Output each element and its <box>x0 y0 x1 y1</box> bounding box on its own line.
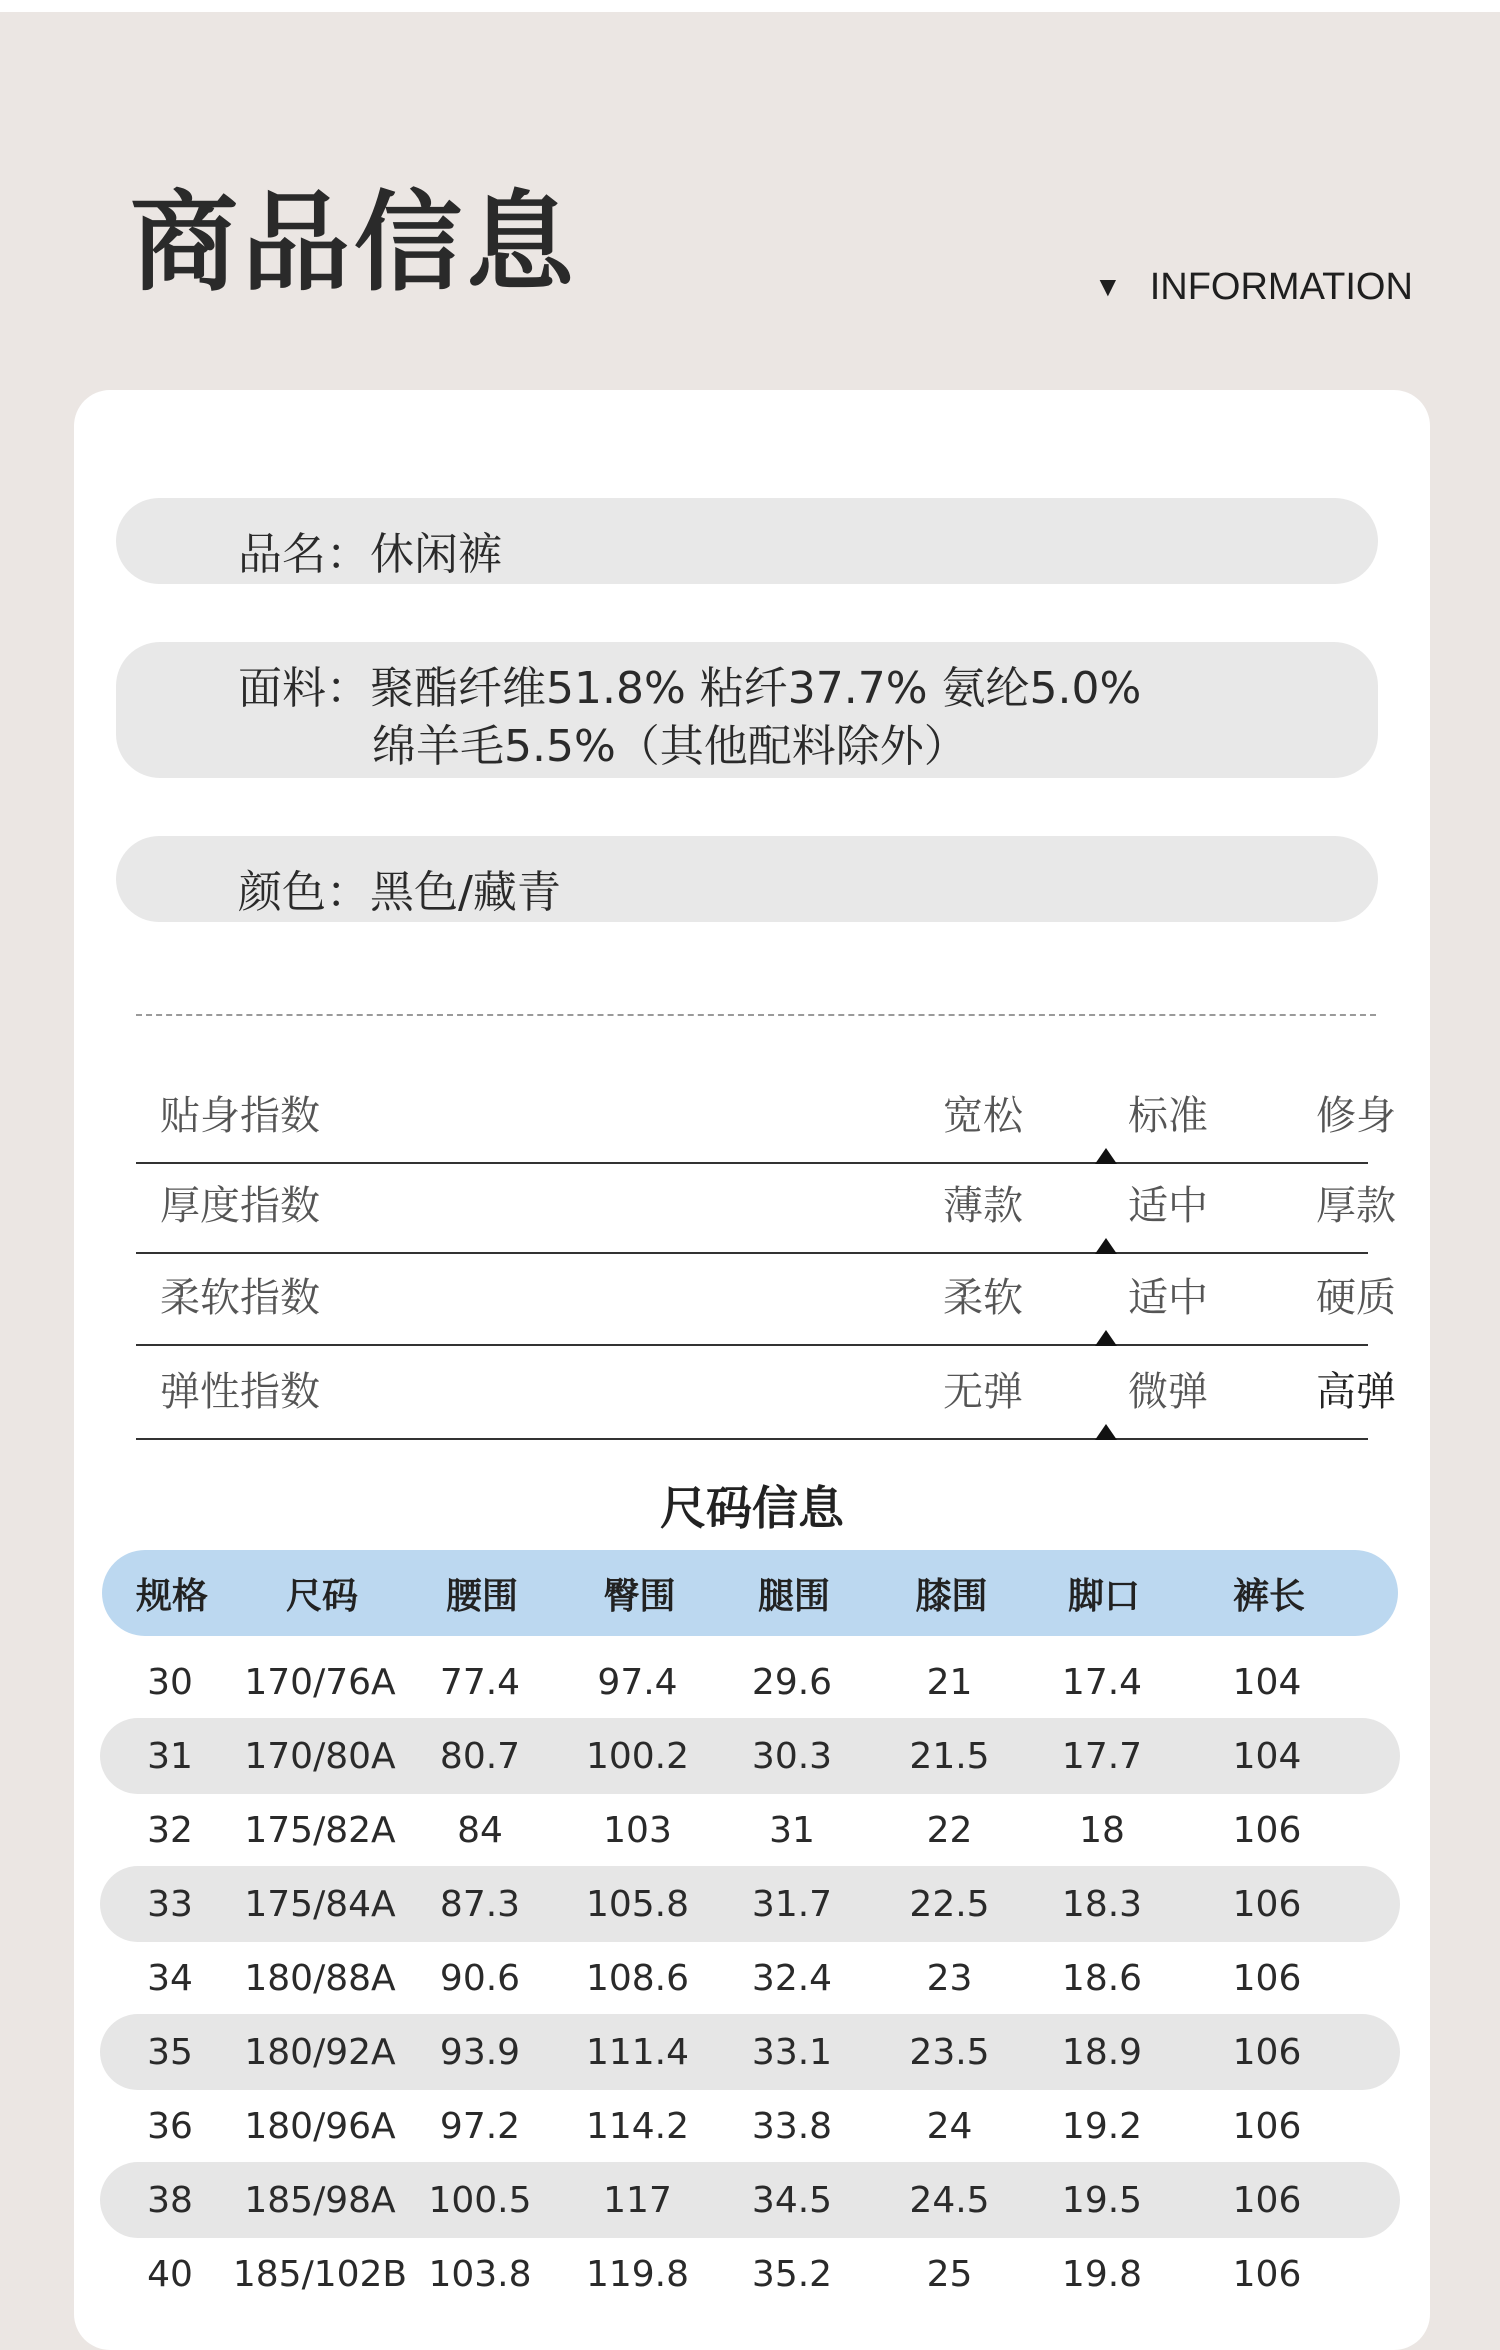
table-cell: 22 <box>926 1809 973 1851</box>
table-cell: 24 <box>926 2105 973 2147</box>
table-cell: 18 <box>1079 1809 1125 1851</box>
index-option: 适中 <box>1128 1183 1208 1229</box>
table-cell: 106 <box>1232 2253 1302 2295</box>
column-header: 腰围 <box>445 1575 518 1617</box>
table-cell: 170/80A <box>244 1735 396 1777</box>
table-row <box>100 1718 1400 1794</box>
table-cell: 180/96A <box>244 2105 396 2147</box>
table-cell: 18.3 <box>1061 1883 1143 1925</box>
table-cell: 34.5 <box>751 2179 833 2221</box>
table-row <box>100 2014 1400 2090</box>
product-name-pill <box>116 498 1378 584</box>
table-cell: 19.5 <box>1061 2179 1143 2221</box>
table-cell: 36 <box>147 2105 193 2147</box>
table-cell: 24.5 <box>909 2179 990 2221</box>
product-fabric-pill <box>116 642 1378 778</box>
index-label: 弹性指数 <box>160 1369 320 1415</box>
product-color-pill <box>116 836 1378 922</box>
table-cell: 97.4 <box>597 1661 678 1703</box>
table-cell: 80.7 <box>439 1735 521 1777</box>
table-cell: 104 <box>1232 1735 1302 1777</box>
fabric-line-2: 绵羊毛5.5%（其他配料除外） <box>372 721 968 772</box>
product-info-card <box>74 390 1430 2350</box>
index-label: 贴身指数 <box>160 1093 320 1139</box>
table-cell: 106 <box>1232 2105 1302 2147</box>
index-row <box>136 1070 1396 1164</box>
page-title: 商品信息 <box>130 181 579 306</box>
table-cell: 117 <box>603 2179 672 2221</box>
table-cell: 84 <box>457 1809 503 1851</box>
table-cell: 18.9 <box>1061 2031 1143 2073</box>
table-cell: 21.5 <box>909 1735 990 1777</box>
column-header: 尺码 <box>285 1575 358 1617</box>
table-cell: 23 <box>926 1957 973 1999</box>
table-cell: 35.2 <box>751 2253 833 2295</box>
product-name-label: 品名： <box>238 529 370 580</box>
table-row <box>100 1940 1400 2016</box>
table-cell: 30 <box>147 1661 193 1703</box>
index-row <box>136 1252 1396 1346</box>
table-cell: 100.2 <box>585 1735 690 1777</box>
table-cell: 17.7 <box>1061 1735 1143 1777</box>
index-option: 硬质 <box>1316 1275 1396 1321</box>
index-option: 适中 <box>1128 1275 1208 1321</box>
table-cell: 77.4 <box>439 1661 521 1703</box>
fabric-line-1: 聚酯纤维51.8% 粘纤37.7% 氨纶5.0% <box>370 663 1142 714</box>
table-cell: 31.7 <box>751 1883 833 1925</box>
index-row <box>136 1346 1396 1440</box>
table-cell: 106 <box>1232 2031 1302 2073</box>
index-option: 宽松 <box>943 1093 1023 1139</box>
table-row <box>100 1792 1400 1868</box>
table-cell: 175/84A <box>244 1883 396 1925</box>
color-value: 黑色/藏青 <box>370 867 561 918</box>
table-cell: 31 <box>769 1809 815 1851</box>
index-option: 无弹 <box>943 1369 1023 1415</box>
index-option: 柔软 <box>943 1275 1023 1321</box>
table-cell: 38 <box>147 2179 193 2221</box>
index-option: 高弹 <box>1316 1369 1396 1415</box>
table-cell: 87.3 <box>439 1883 521 1925</box>
table-cell: 106 <box>1232 1809 1302 1851</box>
index-marker-icon <box>1095 1424 1117 1440</box>
table-cell: 18.6 <box>1061 1957 1143 1999</box>
table-cell: 170/76A <box>244 1661 396 1703</box>
table-cell: 97.2 <box>439 2105 521 2147</box>
table-cell: 35 <box>147 2031 193 2073</box>
fabric-label: 面料： <box>238 663 370 714</box>
color-label: 颜色： <box>238 867 370 918</box>
table-cell: 19.8 <box>1061 2253 1143 2295</box>
table-cell: 21 <box>926 1661 973 1703</box>
column-header: 臀围 <box>603 1575 676 1617</box>
index-option: 标准 <box>1128 1093 1208 1139</box>
table-cell: 185/98A <box>244 2179 396 2221</box>
table-cell: 22.5 <box>909 1883 990 1925</box>
column-header: 脚口 <box>1067 1575 1140 1617</box>
dashed-divider <box>136 1014 1376 1016</box>
table-cell: 19.2 <box>1061 2105 1143 2147</box>
table-cell: 105.8 <box>585 1883 690 1925</box>
table-cell: 17.4 <box>1061 1661 1143 1703</box>
table-cell: 104 <box>1232 1661 1302 1703</box>
table-row <box>100 1644 1400 1720</box>
table-cell: 90.6 <box>439 1957 521 1999</box>
table-row <box>100 2236 1400 2312</box>
index-option: 微弹 <box>1128 1369 1208 1415</box>
table-cell: 106 <box>1232 1957 1302 1999</box>
size-info-title: 尺码信息 <box>660 1481 844 1535</box>
table-cell: 106 <box>1232 2179 1302 2221</box>
index-label: 厚度指数 <box>160 1183 320 1229</box>
table-cell: 32.4 <box>751 1957 833 1999</box>
table-row <box>100 2162 1400 2238</box>
table-cell: 103 <box>603 1809 672 1851</box>
size-table-header <box>102 1550 1398 1636</box>
information-label: INFORMATION <box>1149 266 1413 308</box>
product-name-value: 休闲裤 <box>370 529 502 580</box>
table-cell: 31 <box>147 1735 193 1777</box>
table-cell: 93.9 <box>439 2031 521 2073</box>
table-cell: 40 <box>147 2253 193 2295</box>
table-row <box>100 2088 1400 2164</box>
index-option: 薄款 <box>943 1183 1023 1229</box>
column-header: 裤长 <box>1232 1575 1305 1617</box>
table-cell: 100.5 <box>428 2179 532 2221</box>
table-cell: 33.8 <box>751 2105 833 2147</box>
table-cell: 30.3 <box>751 1735 833 1777</box>
table-cell: 23.5 <box>909 2031 990 2073</box>
table-row <box>100 1866 1400 1942</box>
table-cell: 29.6 <box>751 1661 833 1703</box>
table-cell: 119.8 <box>585 2253 690 2295</box>
column-header: 规格 <box>135 1575 208 1617</box>
table-cell: 185/102B <box>232 2253 408 2295</box>
table-cell: 32 <box>147 1809 193 1851</box>
top-strip <box>0 0 1500 12</box>
table-cell: 175/82A <box>244 1809 396 1851</box>
table-cell: 180/92A <box>244 2031 396 2073</box>
table-cell: 33 <box>147 1883 193 1925</box>
table-cell: 103.8 <box>428 2253 532 2295</box>
table-cell: 111.4 <box>585 2031 690 2073</box>
index-marker-icon <box>1095 1330 1117 1346</box>
table-cell: 114.2 <box>585 2105 690 2147</box>
table-cell: 33.1 <box>751 2031 833 2073</box>
column-header: 膝围 <box>915 1575 988 1617</box>
information-tag <box>1094 268 1413 306</box>
table-cell: 106 <box>1232 1883 1302 1925</box>
index-label: 柔软指数 <box>160 1275 320 1321</box>
table-cell: 108.6 <box>585 1957 690 1999</box>
index-option: 修身 <box>1316 1093 1396 1139</box>
column-header: 腿围 <box>757 1575 830 1617</box>
table-cell: 25 <box>926 2253 973 2295</box>
triangle-down-icon: ▼ <box>1094 271 1122 302</box>
index-row <box>136 1160 1396 1254</box>
index-option: 厚款 <box>1316 1183 1396 1229</box>
table-cell: 180/88A <box>244 1957 396 1999</box>
table-cell: 34 <box>147 1957 193 1999</box>
